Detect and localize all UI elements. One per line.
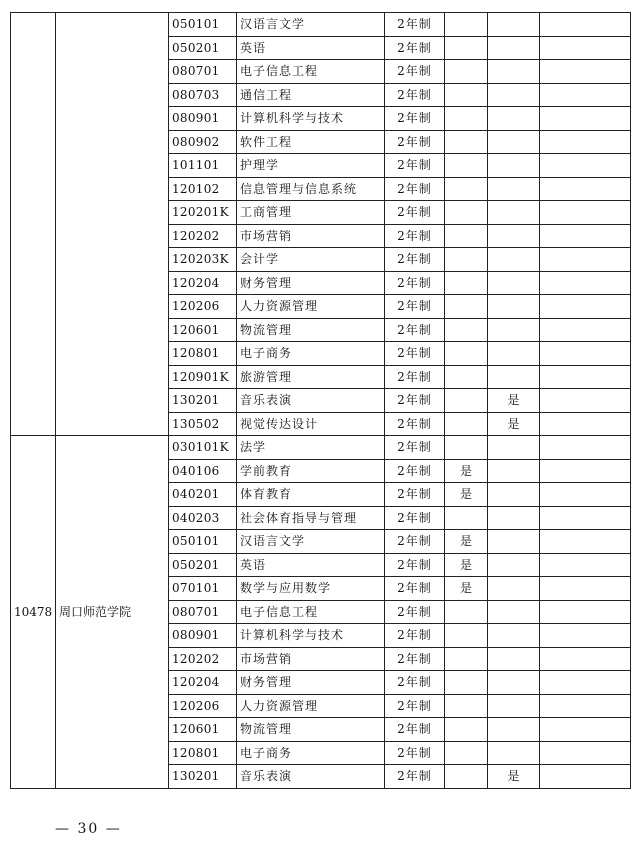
remarks-cell <box>540 694 631 718</box>
duration-cell: 2年制 <box>385 154 445 178</box>
duration-cell: 2年制 <box>385 459 445 483</box>
duration-cell: 2年制 <box>385 530 445 554</box>
majors-table <box>10 12 631 789</box>
flag-b-cell <box>488 271 540 295</box>
major-name-cell: 工商管理 <box>237 201 385 225</box>
duration-cell: 2年制 <box>385 506 445 530</box>
remarks-cell <box>540 412 631 436</box>
remarks-cell <box>540 600 631 624</box>
major-code-cell: 101101 <box>169 154 237 178</box>
duration-cell: 2年制 <box>385 342 445 366</box>
flag-b-cell <box>488 624 540 648</box>
major-code-cell: 040203 <box>169 506 237 530</box>
major-code-cell: 050201 <box>169 36 237 60</box>
flag-a-cell <box>445 295 488 319</box>
flag-b-cell: 是 <box>488 412 540 436</box>
major-code-cell: 040106 <box>169 459 237 483</box>
major-name-cell: 社会体育指导与管理 <box>237 506 385 530</box>
flag-b-cell <box>488 506 540 530</box>
major-name-cell: 学前教育 <box>237 459 385 483</box>
table-row <box>11 436 631 460</box>
major-code-cell: 120203K <box>169 248 237 272</box>
major-code-cell: 120801 <box>169 741 237 765</box>
remarks-cell <box>540 224 631 248</box>
duration-cell: 2年制 <box>385 36 445 60</box>
flag-a-cell <box>445 177 488 201</box>
major-name-cell: 财务管理 <box>237 671 385 695</box>
major-code-cell: 120102 <box>169 177 237 201</box>
page-number: — 30 — <box>55 821 122 837</box>
remarks-cell <box>540 36 631 60</box>
flag-b-cell: 是 <box>488 389 540 413</box>
flag-a-cell <box>445 107 488 131</box>
flag-a-cell <box>445 718 488 742</box>
duration-cell: 2年制 <box>385 718 445 742</box>
major-name-cell: 计算机科学与技术 <box>237 107 385 131</box>
duration-cell: 2年制 <box>385 365 445 389</box>
major-code-cell: 120601 <box>169 718 237 742</box>
major-name-cell: 人力资源管理 <box>237 694 385 718</box>
remarks-cell <box>540 553 631 577</box>
major-name-cell: 通信工程 <box>237 83 385 107</box>
duration-cell: 2年制 <box>385 577 445 601</box>
flag-a-cell: 是 <box>445 459 488 483</box>
flag-a-cell <box>445 365 488 389</box>
duration-cell: 2年制 <box>385 483 445 507</box>
duration-cell: 2年制 <box>385 389 445 413</box>
major-name-cell: 物流管理 <box>237 718 385 742</box>
flag-a-cell <box>445 694 488 718</box>
duration-cell: 2年制 <box>385 60 445 84</box>
major-code-cell: 130502 <box>169 412 237 436</box>
duration-cell: 2年制 <box>385 765 445 789</box>
major-code-cell: 120206 <box>169 295 237 319</box>
remarks-cell <box>540 577 631 601</box>
flag-a-cell <box>445 436 488 460</box>
remarks-cell <box>540 624 631 648</box>
flag-a-cell <box>445 389 488 413</box>
major-code-cell: 130201 <box>169 389 237 413</box>
flag-b-cell <box>488 107 540 131</box>
major-code-cell: 080701 <box>169 600 237 624</box>
remarks-cell <box>540 295 631 319</box>
major-name-cell: 数学与应用数学 <box>237 577 385 601</box>
remarks-cell <box>540 718 631 742</box>
major-code-cell: 120801 <box>169 342 237 366</box>
duration-cell: 2年制 <box>385 647 445 671</box>
remarks-cell <box>540 459 631 483</box>
major-name-cell: 计算机科学与技术 <box>237 624 385 648</box>
major-name-cell: 财务管理 <box>237 271 385 295</box>
major-name-cell: 英语 <box>237 553 385 577</box>
remarks-cell <box>540 248 631 272</box>
flag-b-cell: 是 <box>488 765 540 789</box>
major-name-cell: 音乐表演 <box>237 765 385 789</box>
duration-cell: 2年制 <box>385 107 445 131</box>
table-row <box>11 13 631 37</box>
flag-b-cell <box>488 671 540 695</box>
flag-a-cell <box>445 154 488 178</box>
flag-a-cell: 是 <box>445 483 488 507</box>
remarks-cell <box>540 741 631 765</box>
major-name-cell: 市场营销 <box>237 647 385 671</box>
flag-a-cell <box>445 271 488 295</box>
major-code-cell: 120204 <box>169 671 237 695</box>
duration-cell: 2年制 <box>385 271 445 295</box>
duration-cell: 2年制 <box>385 600 445 624</box>
flag-a-cell <box>445 624 488 648</box>
flag-a-cell <box>445 342 488 366</box>
remarks-cell <box>540 130 631 154</box>
duration-cell: 2年制 <box>385 295 445 319</box>
remarks-cell <box>540 671 631 695</box>
flag-a-cell <box>445 130 488 154</box>
flag-a-cell <box>445 248 488 272</box>
duration-cell: 2年制 <box>385 318 445 342</box>
major-name-cell: 电子信息工程 <box>237 60 385 84</box>
flag-a-cell <box>445 224 488 248</box>
major-code-cell: 030101K <box>169 436 237 460</box>
duration-cell: 2年制 <box>385 436 445 460</box>
remarks-cell <box>540 177 631 201</box>
flag-a-cell <box>445 741 488 765</box>
major-name-cell: 电子商务 <box>237 342 385 366</box>
flag-b-cell <box>488 365 540 389</box>
flag-b-cell <box>488 577 540 601</box>
remarks-cell <box>540 154 631 178</box>
major-name-cell: 电子商务 <box>237 741 385 765</box>
institution-code-cell: 10478 <box>11 436 56 789</box>
flag-b-cell <box>488 248 540 272</box>
flag-a-cell <box>445 36 488 60</box>
flag-b-cell <box>488 154 540 178</box>
flag-b-cell <box>488 13 540 37</box>
flag-a-cell <box>445 647 488 671</box>
duration-cell: 2年制 <box>385 694 445 718</box>
major-code-cell: 050101 <box>169 13 237 37</box>
flag-b-cell <box>488 36 540 60</box>
duration-cell: 2年制 <box>385 741 445 765</box>
duration-cell: 2年制 <box>385 248 445 272</box>
flag-b-cell <box>488 295 540 319</box>
remarks-cell <box>540 365 631 389</box>
institution-name-cell: 周口师范学院 <box>56 436 169 789</box>
institution-name-cell <box>56 13 169 436</box>
duration-cell: 2年制 <box>385 224 445 248</box>
flag-a-cell: 是 <box>445 577 488 601</box>
major-name-cell: 电子信息工程 <box>237 600 385 624</box>
flag-b-cell <box>488 177 540 201</box>
flag-b-cell <box>488 459 540 483</box>
duration-cell: 2年制 <box>385 13 445 37</box>
flag-b-cell <box>488 130 540 154</box>
flag-a-cell <box>445 412 488 436</box>
flag-a-cell <box>445 13 488 37</box>
flag-b-cell <box>488 530 540 554</box>
major-code-cell: 080703 <box>169 83 237 107</box>
flag-b-cell <box>488 483 540 507</box>
major-code-cell: 080901 <box>169 107 237 131</box>
flag-b-cell <box>488 436 540 460</box>
flag-a-cell <box>445 60 488 84</box>
flag-a-cell: 是 <box>445 553 488 577</box>
remarks-cell <box>540 13 631 37</box>
flag-b-cell <box>488 201 540 225</box>
flag-b-cell <box>488 553 540 577</box>
flag-a-cell <box>445 318 488 342</box>
flag-b-cell <box>488 647 540 671</box>
major-code-cell: 080902 <box>169 130 237 154</box>
flag-b-cell <box>488 83 540 107</box>
major-code-cell: 040201 <box>169 483 237 507</box>
major-name-cell: 旅游管理 <box>237 365 385 389</box>
major-name-cell: 视觉传达设计 <box>237 412 385 436</box>
major-name-cell: 物流管理 <box>237 318 385 342</box>
major-code-cell: 120901K <box>169 365 237 389</box>
major-name-cell: 音乐表演 <box>237 389 385 413</box>
remarks-cell <box>540 389 631 413</box>
duration-cell: 2年制 <box>385 177 445 201</box>
flag-b-cell <box>488 741 540 765</box>
major-name-cell: 会计学 <box>237 248 385 272</box>
institution-code-cell <box>11 13 56 436</box>
flag-b-cell <box>488 694 540 718</box>
remarks-cell <box>540 436 631 460</box>
duration-cell: 2年制 <box>385 201 445 225</box>
major-code-cell: 070101 <box>169 577 237 601</box>
major-code-cell: 050201 <box>169 553 237 577</box>
remarks-cell <box>540 60 631 84</box>
remarks-cell <box>540 530 631 554</box>
major-name-cell: 市场营销 <box>237 224 385 248</box>
major-name-cell: 汉语言文学 <box>237 530 385 554</box>
flag-a-cell: 是 <box>445 530 488 554</box>
flag-b-cell <box>488 600 540 624</box>
major-code-cell: 130201 <box>169 765 237 789</box>
remarks-cell <box>540 765 631 789</box>
flag-b-cell <box>488 318 540 342</box>
table-body <box>11 13 631 789</box>
duration-cell: 2年制 <box>385 671 445 695</box>
flag-b-cell <box>488 60 540 84</box>
flag-b-cell <box>488 718 540 742</box>
major-name-cell: 信息管理与信息系统 <box>237 177 385 201</box>
remarks-cell <box>540 83 631 107</box>
duration-cell: 2年制 <box>385 624 445 648</box>
flag-a-cell <box>445 765 488 789</box>
major-name-cell: 护理学 <box>237 154 385 178</box>
major-name-cell: 人力资源管理 <box>237 295 385 319</box>
major-code-cell: 120204 <box>169 271 237 295</box>
major-code-cell: 120202 <box>169 647 237 671</box>
major-name-cell: 体育教育 <box>237 483 385 507</box>
flag-b-cell <box>488 342 540 366</box>
major-name-cell: 法学 <box>237 436 385 460</box>
remarks-cell <box>540 506 631 530</box>
duration-cell: 2年制 <box>385 553 445 577</box>
remarks-cell <box>540 318 631 342</box>
remarks-cell <box>540 647 631 671</box>
remarks-cell <box>540 271 631 295</box>
duration-cell: 2年制 <box>385 83 445 107</box>
duration-cell: 2年制 <box>385 130 445 154</box>
flag-a-cell <box>445 83 488 107</box>
major-code-cell: 120201K <box>169 201 237 225</box>
major-code-cell: 080901 <box>169 624 237 648</box>
major-code-cell: 120202 <box>169 224 237 248</box>
major-name-cell: 英语 <box>237 36 385 60</box>
major-code-cell: 080701 <box>169 60 237 84</box>
flag-a-cell <box>445 506 488 530</box>
major-code-cell: 120206 <box>169 694 237 718</box>
major-code-cell: 050101 <box>169 530 237 554</box>
flag-a-cell <box>445 671 488 695</box>
remarks-cell <box>540 342 631 366</box>
duration-cell: 2年制 <box>385 412 445 436</box>
flag-b-cell <box>488 224 540 248</box>
major-name-cell: 汉语言文学 <box>237 13 385 37</box>
remarks-cell <box>540 483 631 507</box>
flag-a-cell <box>445 600 488 624</box>
flag-a-cell <box>445 201 488 225</box>
remarks-cell <box>540 201 631 225</box>
major-name-cell: 软件工程 <box>237 130 385 154</box>
major-code-cell: 120601 <box>169 318 237 342</box>
remarks-cell <box>540 107 631 131</box>
